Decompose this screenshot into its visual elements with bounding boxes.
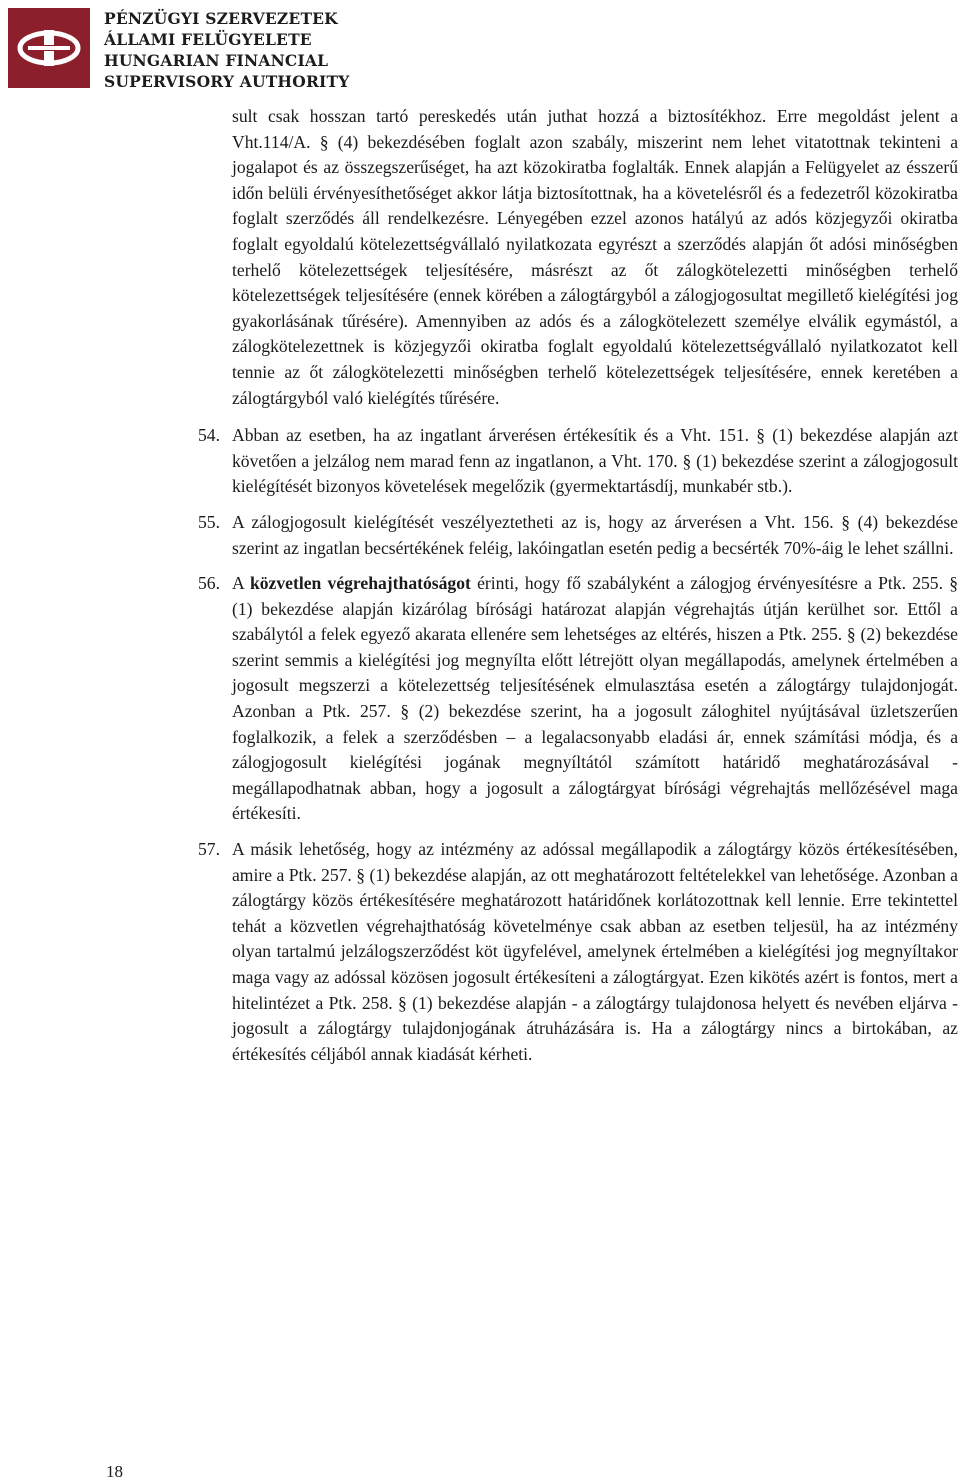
paragraph-text: Abban az esetben, ha az ingatlant árverésen értékesítik és a Vht. 151. § (1) bekezdése alapján azt követően a jelzálog nem marad fenn az ingatlanon, a Vht. 170. § (1) bekezdése szerint a zálogjogosult kielégítését bizonyos követelések megelőzik (gyermektartásdíj, munkabér stb.). <box>232 425 958 497</box>
org-line-3: HUNGARIAN FINANCIAL <box>104 51 329 70</box>
numbered-paragraph-57 <box>198 837 958 1067</box>
paragraph-number: 56. <box>198 573 220 594</box>
page-number: 18 <box>106 1462 123 1481</box>
paragraph-text <box>232 571 958 827</box>
paragraph-rest: érinti, hogy fő szabályként a zálogjog érvényesítésre a Ptk. 255. § (1) bekezdése alapján kizárólag bírósági határozat alapján végrehajtás útján kerülhet sor. Ettől a szabálytól a felek egyező akarata ellenére sem lehetséges az eltérés, hiszen a Ptk. 255. § (2) bekezdése szerint semmis a kielégítési jog megnyílta előtt létrejött olyan megállapodás, amelynek értelmében a jogosult megszerzi a kötelezettség teljesítésének elmulasztása esetén a zálogtárgy tulajdonjogát. Azonban a Ptk. 257. § (2) bekezdése szerint, ha a jogosult záloghitel nyújtásával üzletszerűen foglalkozik, a felek a szerződésben – a legalacsonyabb eladási ár, ennek számítási módja, és a zálogjogosult kielégítési jogának megnyíltától számított határidő meghatározásával - megállapodhatnak abban, hogy a jogosult a zálogtárgyat bírósági végrehajtás mellőzésével maga értékesíti. <box>232 573 959 824</box>
org-line-1: PÉNZÜGYI SZERVEZETEK <box>104 9 338 28</box>
paragraph-lead: A <box>232 573 250 594</box>
bold-term: közvetlen végrehajthatóságot <box>249 573 471 594</box>
paragraph-text: A másik lehetőség, hogy az intézmény az adóssal megállapodik a zálogtárgy közös értékesítésében, amire a Ptk. 257. § (1) bekezdése alapján, az ott meghatározott feltételekkel van lehetősége. Azonban a zálogtárgy közös értékesítésére meghatározott határidőnek korlátozottnak kell lennie. Erre tekintettel tehát a közvetlen végrehajthatóság követelménye csak abban az esetben teljesül, ha az intézmény olyan tartalmú jelzálogszerződést köt ügyfelével, amelynek értelmében a kielégítési jog megnyíltakor maga vagy az adóssal közösen jogosult értékesíteni a zálogtárgyat. Ezen kikötés azért is fontos, mert a hitelintézet a Ptk. 258. § (1) bekezdése alapján - a zálogtárgy tulajdonosa helyett és nevében eljárva - jogosult a zálogtárgy tulajdonjogának átruházására is. Ha a zálogtárgy nincs a birtokában, az értékesítés céljából annak kiadását kérheti. <box>232 839 958 1064</box>
numbered-paragraph-54 <box>198 423 958 500</box>
document-body <box>198 104 959 1067</box>
numbered-paragraph-56 <box>198 571 959 827</box>
intro-paragraph: sult csak hosszan tartó pereskedés után juthat hozzá a biztosítékhoz. Erre megoldást jelent a Vht.114/A. § (4) bekezdésében foglalt azon szabály, miszerint nem lehet vitatottnak tekinteni a jogalapot és az összegszerűséget, ha azt közokiratba foglalták. Ennek alapján a Felügyelet az ésszerű időn belüli érvényesíthetőséget akkor látja biztosítottnak, ha a követelésről és a fedezetről közokiratba foglalt szerződés áll rendelkezésre. Lényegében ezzel azonos hatályú az adós közjegyzői okiratba foglalt egyoldalú kötelezettségvállaló nyilatkozata egyrészt a szerződés alapján őt adósi minőségben terhelő kötelezettségek teljesítésére, másrészt az őt zálogkötelezetti minőségben terhelő kötelezettségek teljesítésére (ennek körében a zálogtárgyból a zálogjogosultat megillető kielégítési jog gyakorlásának tűrésére). Amennyiben az adós és a zálogkötelezett személye elválik egymástól, a zálogkötelezettnek is közjegyzői okiratba foglalt egyoldalú kötelezettségvállaló nyilatkozatot kell tennie az őt zálogkötelezetti minőségben terhelő kötelezettségek teljesítésére, ennek keretében a zálogtárgyból való kielégítés tűrésére. <box>232 106 958 408</box>
paragraph-number: 57. <box>198 839 220 860</box>
document-header <box>8 8 428 90</box>
paragraph-number: 54. <box>198 425 220 446</box>
organization-name <box>104 8 350 92</box>
paragraph-text: A zálogjogosult kielégítését veszélyeztetheti az is, hogy az árverésen a Vht. 156. § (4) bekezdése szerint az ingatlan becsértékének feléig, lakóingatlan esetén pedig a becsérték 70%-áig le lehet szállni. <box>232 511 958 558</box>
org-line-4: SUPERVISORY AUTHORITY <box>104 72 350 91</box>
numbered-paragraph-55 <box>198 510 958 561</box>
psz-logo-icon <box>8 8 90 88</box>
org-line-2: ÁLLAMI FELÜGYELETE <box>104 30 312 49</box>
paragraph-number: 55. <box>198 511 220 532</box>
